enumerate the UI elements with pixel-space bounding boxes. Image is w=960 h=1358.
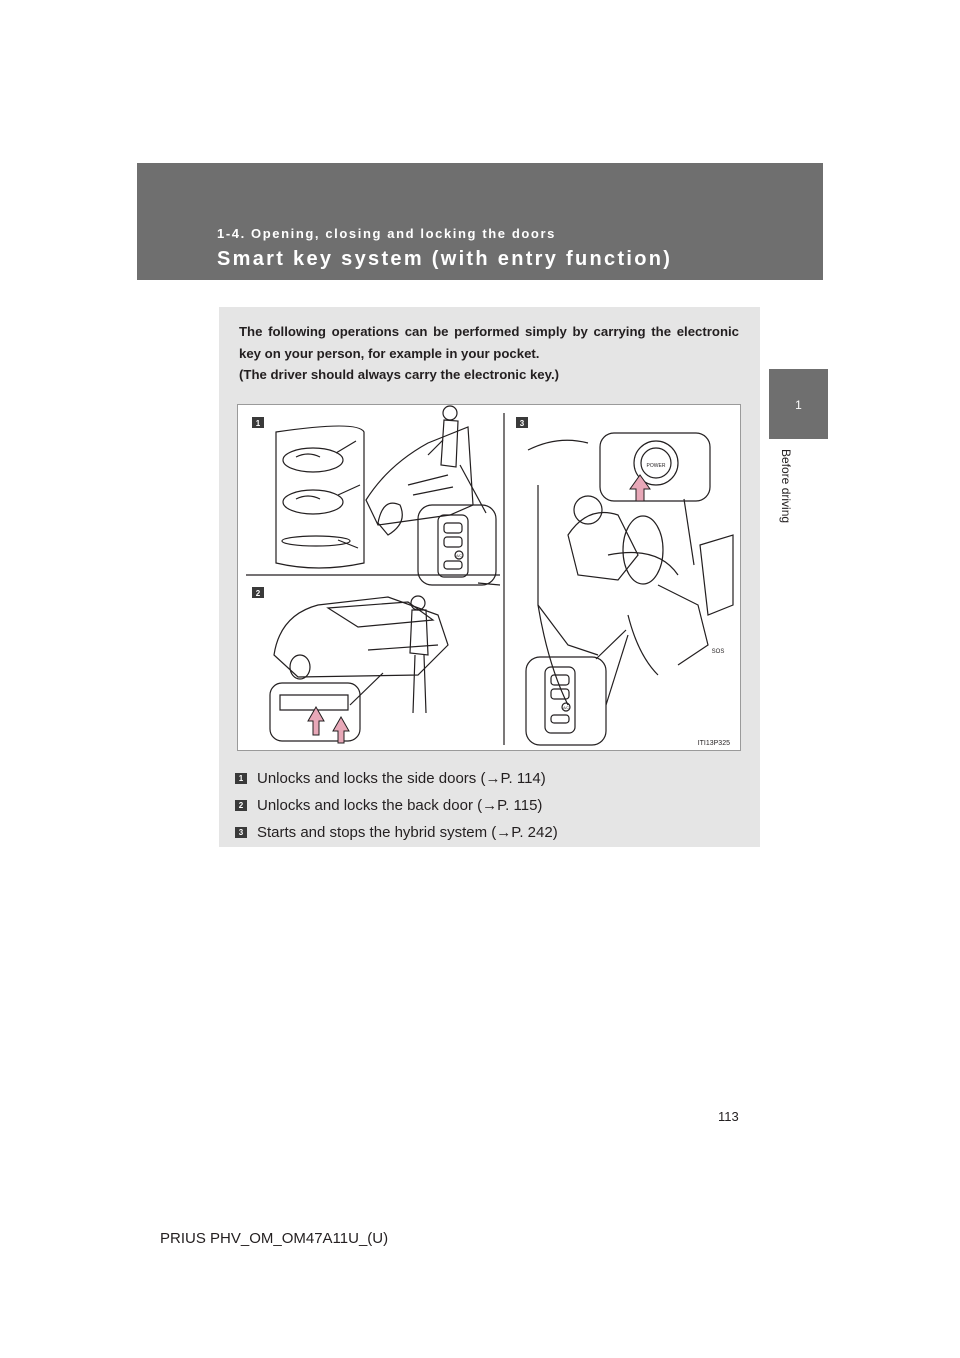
page-number: 113 (718, 1109, 739, 1124)
chapter-title: Before driving (779, 449, 793, 524)
chapter-tab (769, 369, 828, 439)
car-interior-drawing (528, 440, 733, 705)
key-fob-inset-2 (526, 630, 628, 745)
door-handle-inset (276, 426, 364, 568)
caption-text: Unlocks and locks the back door (→P. 115) (257, 797, 543, 814)
intro-line-1: The following operations can be performed simply by carrying the electronic key on your person, for example in your pocket. (239, 324, 739, 361)
illustration-drawing (238, 405, 740, 750)
page-header (137, 163, 823, 280)
key-fob-label-1: A/C (456, 554, 462, 558)
key-fob-label-2: A/C (563, 706, 569, 710)
person-at-door (428, 406, 458, 467)
panel-marker-2-label: 2 (255, 589, 261, 598)
panel-marker-3-label: 3 (519, 419, 525, 428)
caption-text: Starts and stops the hybrid system (→P. 242) (257, 824, 558, 841)
caption-list (235, 765, 558, 846)
person-at-back (410, 596, 428, 713)
press-arrow-back-2 (333, 717, 349, 743)
key-fob-inset-1 (418, 465, 500, 585)
figure-code: ITI13P325 (697, 740, 730, 747)
chapter-number: 1 (795, 398, 802, 412)
panel-markers (252, 417, 528, 598)
page-title: Smart key system (with entry function) (217, 248, 673, 270)
content-box (219, 307, 760, 847)
caption-marker: 2 (235, 800, 247, 811)
section-label: 1-4. Opening, closing and locking the doors (217, 226, 556, 241)
intro-line-2: (The driver should always carry the electronic key.) (239, 367, 560, 383)
caption-item (235, 765, 558, 792)
sos-label: SOS (711, 649, 725, 655)
power-button-inset (600, 433, 710, 565)
power-button-label: POWER (646, 463, 666, 469)
document-id: PRIUS PHV_OM_OM47A11U_(U) (160, 1230, 389, 1247)
press-arrow-power (630, 475, 650, 501)
caption-marker: 1 (235, 773, 247, 784)
caption-item (235, 819, 558, 846)
press-arrow-back-1 (308, 707, 324, 735)
back-door-button-inset (270, 673, 383, 741)
caption-marker: 3 (235, 827, 247, 838)
illustration (237, 404, 741, 751)
intro-text (239, 321, 739, 386)
caption-item (235, 792, 558, 819)
caption-text: Unlocks and locks the side doors (→P. 114) (257, 770, 546, 787)
panel-marker-1-label: 1 (255, 419, 261, 428)
